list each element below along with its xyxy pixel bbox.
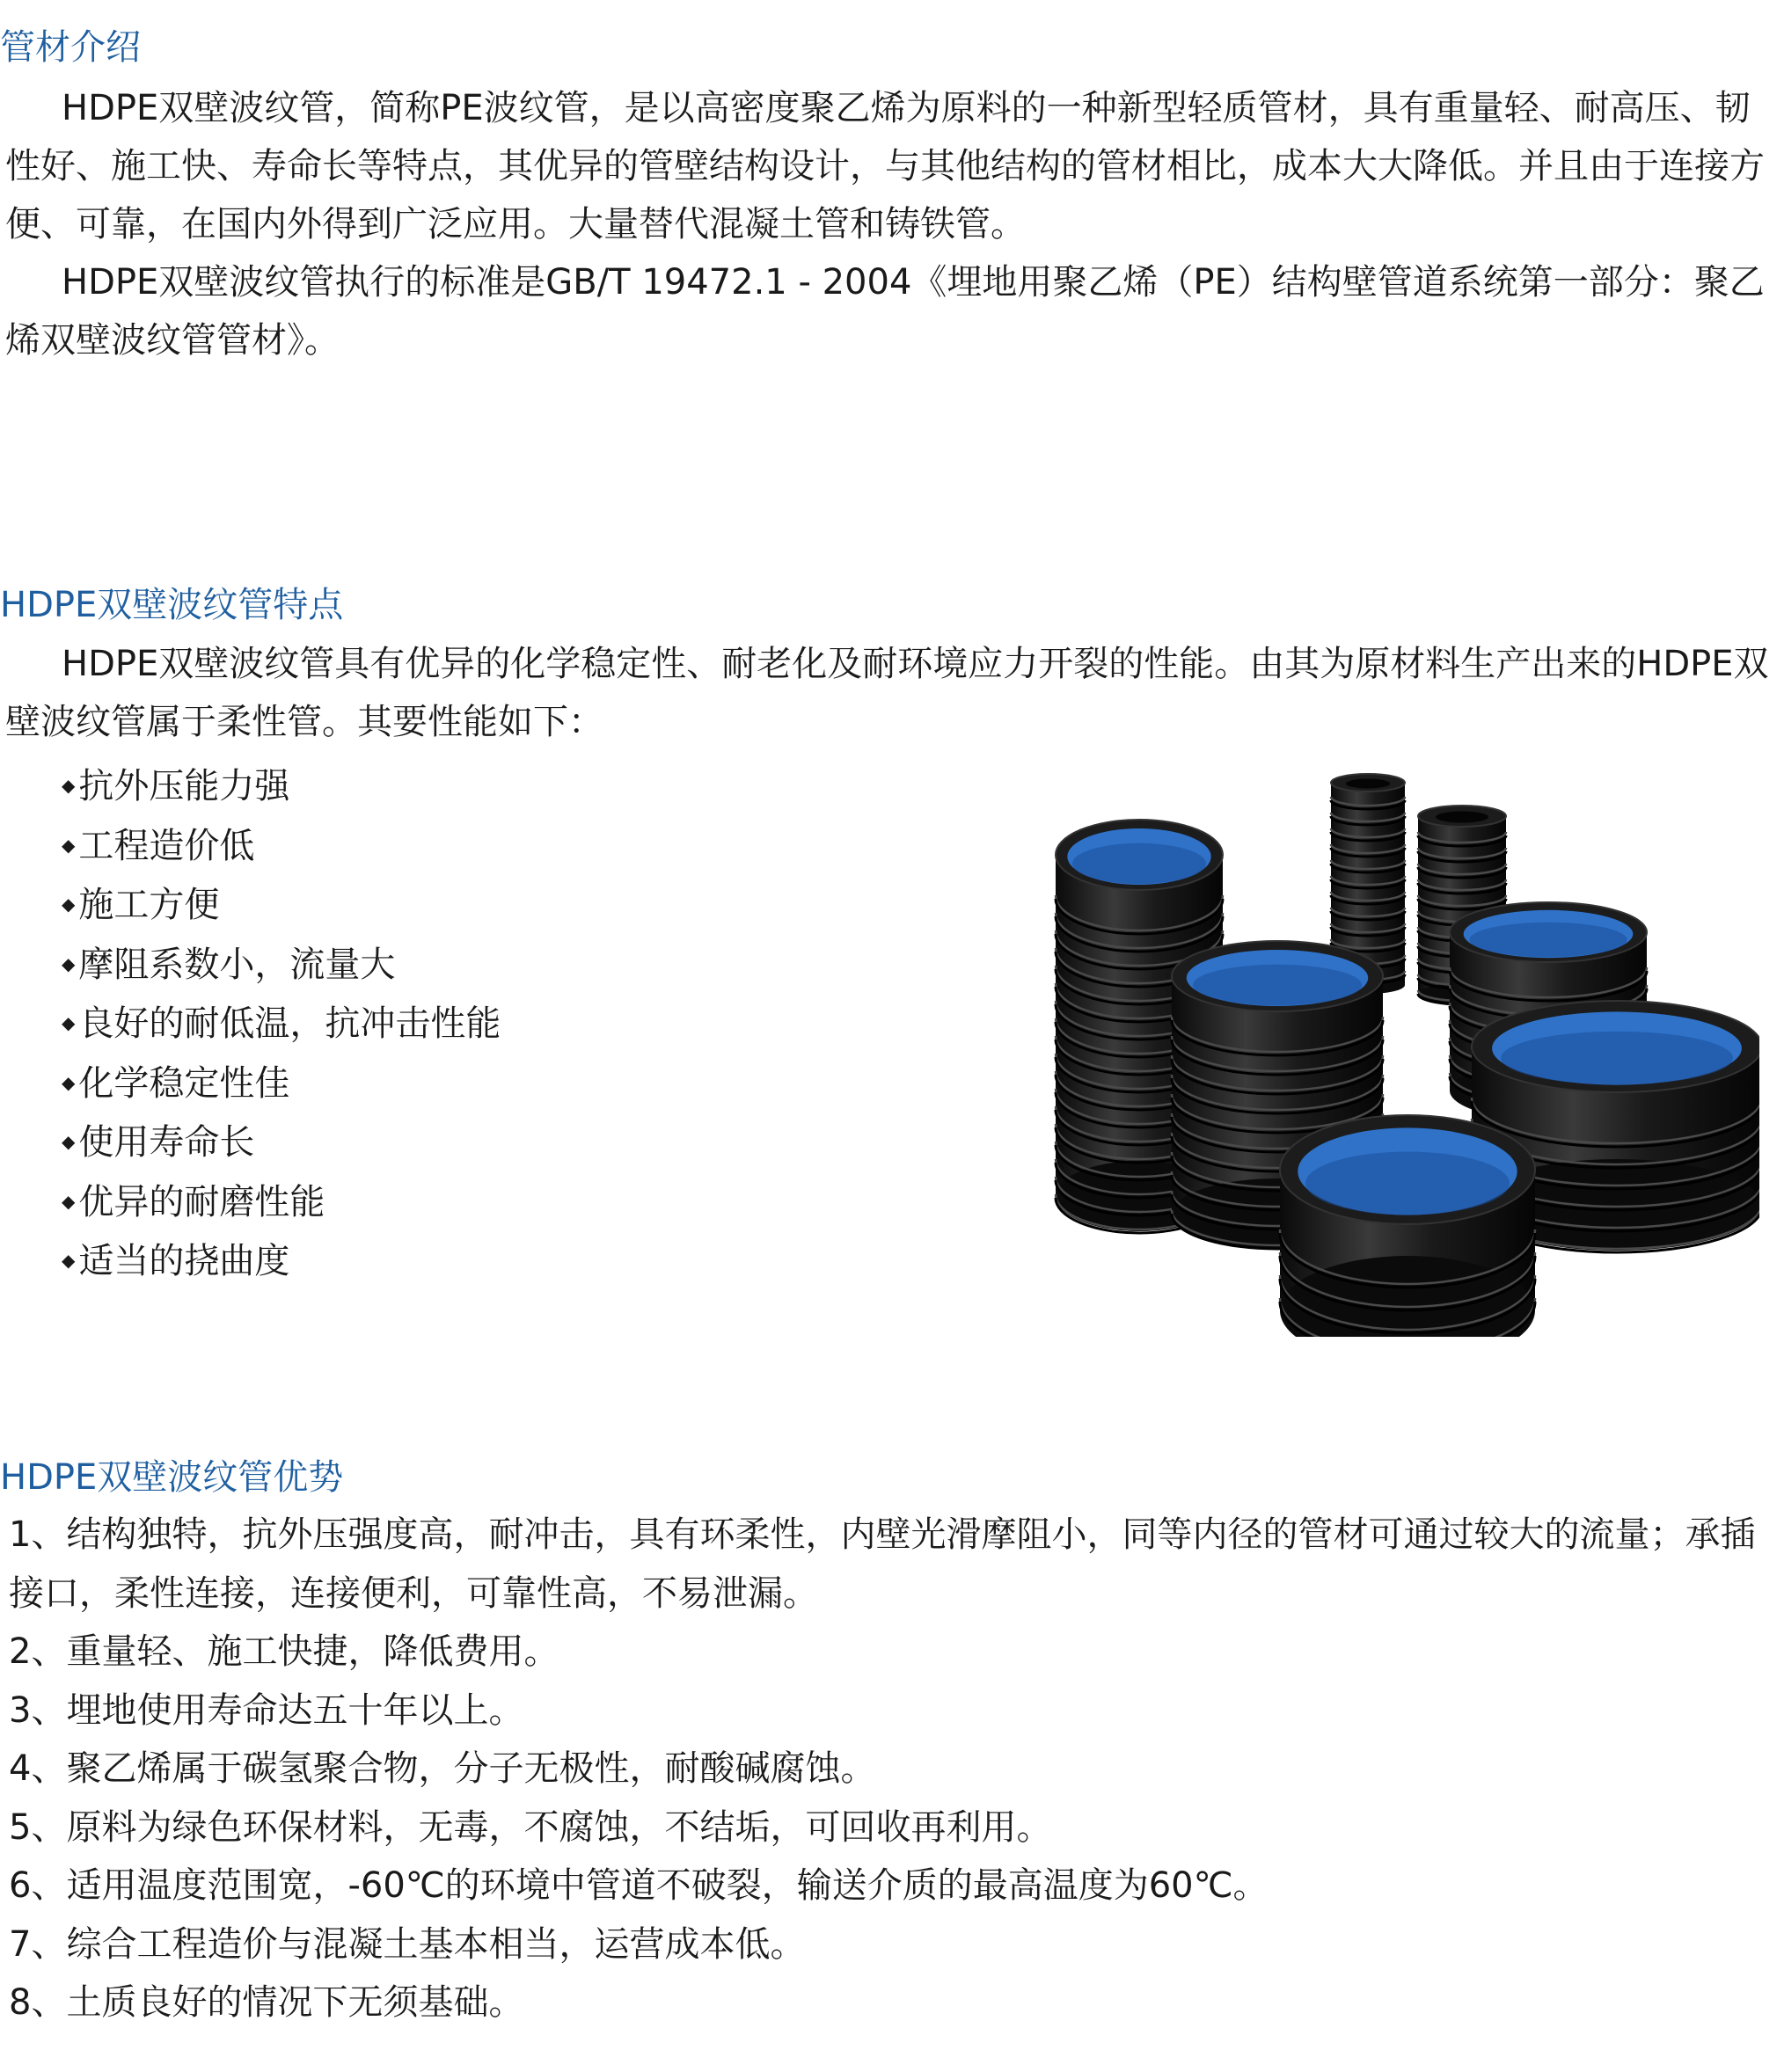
feature-item: ◆ 工程造价低 xyxy=(62,816,501,876)
feature-item: ◆ 化学稳定性佳 xyxy=(62,1054,501,1113)
diamond-bullet-icon: ◆ xyxy=(62,1131,76,1152)
advantage-item: 3、埋地使用寿命达五十年以上。 xyxy=(9,1689,524,1731)
advantage-item: 6、适用温度范围宽，-60℃的环境中管道不破裂，输送介质的最高温度为60℃。 xyxy=(9,1865,1269,1906)
advantage-item: 5、原料为绿色环保材料，无毒，不腐蚀，不结垢，可回收再利用。 xyxy=(9,1806,1052,1848)
intro-paragraph-2: HDPE双壁波纹管执行的标准是GB/T 19472.1 - 2004《埋地用聚乙烯（PE）结构壁管道系统第一部分：聚乙烯双壁波纹管管材》。 xyxy=(5,262,1765,361)
features-heading: HDPE双壁波纹管特点 xyxy=(0,585,344,625)
diamond-bullet-icon: ◆ xyxy=(62,1190,76,1212)
diamond-bullet-icon: ◆ xyxy=(62,1071,76,1093)
features-paragraph: HDPE双壁波纹管具有优异的化学稳定性、耐老化及耐环境应力开裂的性能。由其为原材料生产出来的HDPE双壁波纹管属于柔性管。其要性能如下： xyxy=(5,644,1769,742)
feature-item: ◆ 使用寿命长 xyxy=(62,1113,501,1172)
pipes-product-photo xyxy=(1038,756,1759,1337)
diamond-bullet-icon: ◆ xyxy=(62,1012,76,1033)
advantage-item: 8、土质良好的情况下无须基础。 xyxy=(9,1982,524,2023)
advantage-item: 1、结构独特，抗外压强度高，耐冲击，具有环柔性，内壁光滑摩阻小，同等内径的管材可通过较大的流量；承插接口，柔性连接，连接便利，可靠性高，不易泄漏。 xyxy=(9,1514,1756,1614)
feature-item: ◆ 适当的挠曲度 xyxy=(62,1231,501,1291)
diamond-bullet-icon: ◆ xyxy=(62,952,76,974)
intro-paragraph-1: HDPE双壁波纹管，简称PE波纹管，是以高密度聚乙烯为原料的一种新型轻质管材，具有重量轻、耐高压、韧性好、施工快、寿命长等特点，其优异的管壁结构设计，与其他结构的管材相比，成本大大降低。并且由于连接方便、可靠，在国内外得到广泛应用。大量替代混凝土管和铸铁管。 xyxy=(5,88,1765,244)
advantage-item: 2、重量轻、施工快捷，降低费用。 xyxy=(9,1631,559,1672)
short-wide-pipe-front xyxy=(1280,1115,1535,1337)
feature-item: ◆ 优异的耐磨性能 xyxy=(62,1172,501,1232)
diamond-bullet-icon: ◆ xyxy=(62,775,76,796)
intro-heading: 管材介绍 xyxy=(0,27,141,68)
feature-item: ◆ 摩阻系数小，流量大 xyxy=(62,935,501,995)
feature-item: ◆ 施工方便 xyxy=(62,875,501,935)
features-list xyxy=(62,756,501,1291)
advantage-item: 4、聚乙烯属于碳氢聚合物，分子无极性，耐酸碱腐蚀。 xyxy=(9,1748,876,1789)
diamond-bullet-icon: ◆ xyxy=(62,894,76,915)
advantages-list xyxy=(9,1506,1782,2032)
diamond-bullet-icon: ◆ xyxy=(62,834,76,856)
feature-item: ◆ 良好的耐低温，抗冲击性能 xyxy=(62,994,501,1054)
advantages-heading: HDPE双壁波纹管优势 xyxy=(0,1457,344,1498)
diamond-bullet-icon: ◆ xyxy=(62,1250,76,1271)
advantage-item: 7、综合工程造价与混凝土基本相当，运营成本低。 xyxy=(9,1923,806,1965)
feature-item: ◆ 抗外压能力强 xyxy=(62,756,501,816)
